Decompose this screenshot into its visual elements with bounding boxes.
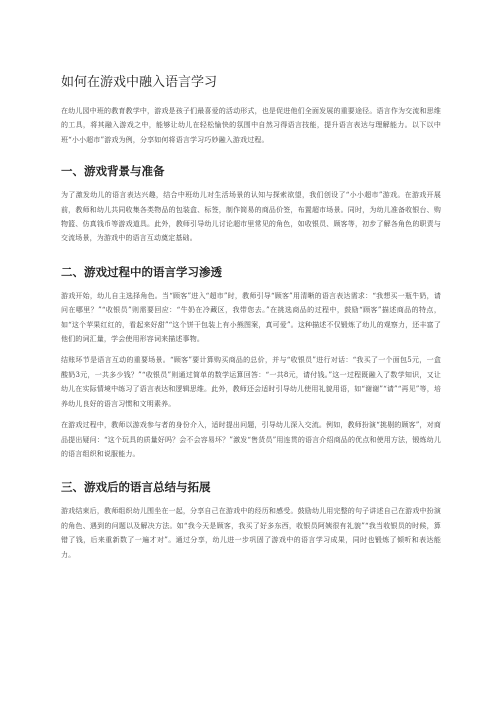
- document-title: 如何在游戏中融入语言学习: [61, 75, 218, 90]
- section-1-paragraph-1: 为了激发幼儿的语言表达兴趣，结合中班幼儿对生活场景的认知与探索欲望，我们创设了“小小超市”游戏。在游戏开展前，教师和幼儿共同收集各类物品的包装盒、标签，制作简易的商品价签，布置超市场景。同时，为幼儿准备收银台、购物篮、仿真钱币等游戏道具。此外，教师引导幼儿讨论超市里常见的角色，如收银员、顾客等，初步了解各角色的职责与交流场景，为游戏中的语言互动奠定基础。: [61, 191, 441, 243]
- document-page: [61, 74, 441, 569]
- section-3-heading: 三、游戏后的语言总结与拓展: [61, 480, 211, 495]
- section-2-heading: 二、游戏过程中的语言学习渗透: [61, 264, 222, 279]
- section-1-heading: 一、游戏背景与准备: [61, 164, 165, 179]
- section-3-paragraph-1: 游戏结束后，教师组织幼儿围坐在一起，分享自己在游戏中的经历和感受。鼓励幼儿用完整的句子讲述自己在游戏中扮演的角色、遇到的问题以及解决方法。如“我今天是顾客，我买了好多东西，收银员阿姨很有礼貌”“我当收银员的时候，算错了钱，后来重新数了一遍才对”。通过分享，幼儿进一步巩固了游戏中的语言学习成果，同时也锻炼了倾听和表达能力。: [61, 507, 441, 559]
- section-2-paragraph-1: 游戏开始，幼儿自主选择角色。当“顾客”进入“超市”时，教师引导“顾客”用清晰的语言表达需求：“我想买一瓶牛奶，请问在哪里？”“收银员”则需要回应：“牛奶在冷藏区，我带您去。”在挑选商品的过程中，鼓励“顾客”描述商品的特点，如“这个苹果红红的，看起来好甜”“这个饼干包装上有小熊图案，真可爱”。这种描述不仅锻炼了幼儿的观察力，还丰富了他们的词汇量，学会使用形容词来描述事物。: [61, 291, 441, 344]
- section-2-paragraph-2: 结账环节是语言互动的重要场景。“顾客”要计算购买商品的总价，并与“收银员”进行对话：“我买了一个面包5元，一盒酸奶3元，一共多少钱？”“收银员”则通过简单的数学运算回答：“一共8元，请付钱。”这一过程既融入了数学知识，又让幼儿在实际情境中练习了语言表达和逻辑思维。此外，教师还会适时引导幼儿使用礼貌用语，如“谢谢”“请”“再见”等，培养幼儿良好的语言习惯和文明素养。: [61, 356, 441, 408]
- intro-paragraph: 在幼儿园中班的教育教学中，游戏是孩子们最喜爱的活动形式，也是促进他们全面发展的重要途径。语言作为交流和思维的工具，将其融入游戏之中，能够让幼儿在轻松愉快的氛围中自然习得语言技能，提升语言表达与理解能力。以下以中班“小小超市”游戏为例，分享如何将语言学习巧妙融入游戏过程。: [61, 107, 441, 144]
- section-2-paragraph-3: 在游戏过程中，教师以游戏参与者的身份介入，适时提出问题，引导幼儿深入交流。例如，教师扮演“挑剔的顾客”，对商品提出疑问：“这个玩具的质量好吗？会不会容易坏？”激发“售货员”用连贯的语言介绍商品的优点和使用方法，锻炼幼儿的语言组织和说服能力。: [61, 421, 441, 458]
